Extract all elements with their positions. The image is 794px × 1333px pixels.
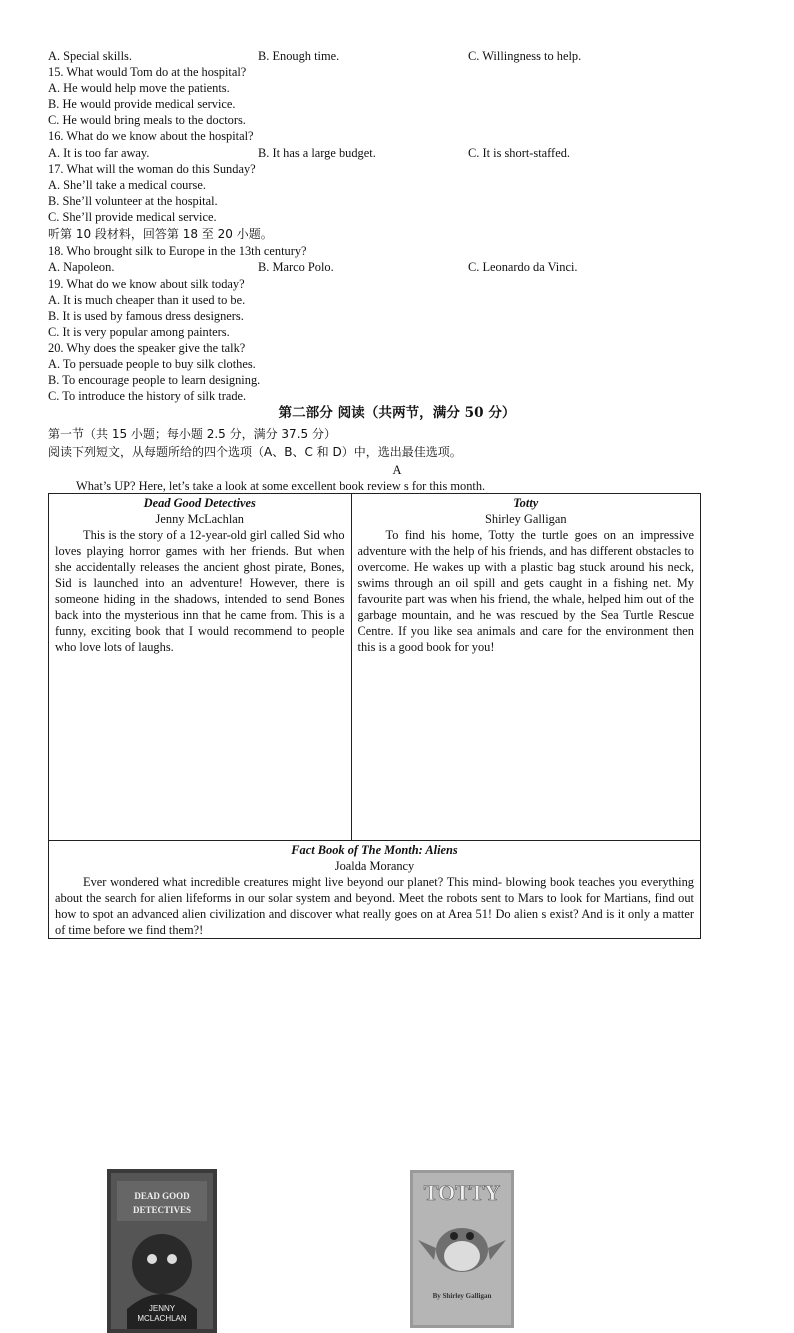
book1-author: Jenny McLachlan [155, 512, 244, 526]
book3-title: Fact Book of The Month: Aliens [291, 843, 458, 857]
q14-option-a: A. Special skills. [48, 49, 132, 63]
book3-author: Joalda Morancy [334, 859, 415, 873]
q15-stem: 15. What would Tom do at the hospital? [48, 65, 247, 79]
q19-stem: 19. What do we know about silk today? [48, 277, 245, 291]
review-cell-aliens [49, 841, 701, 939]
passage-intro: What’s UP? Here, let’s take a look at some excellent book review s for this month. [76, 479, 486, 493]
dead-good-detectives-cover-subtitle: DETECTIVES [132, 1204, 191, 1215]
q20-option-b: B. To encourage people to learn designing. [48, 373, 261, 387]
totty-cover-image [410, 1170, 514, 1328]
totty-cover-title: TOTTY [423, 1179, 500, 1205]
q16-stem: 16. What do we know about the hospital? [48, 129, 254, 143]
totty-cover-author-text: By Shirley Galligan [432, 1291, 491, 1300]
dead-good-detectives-cover-image [107, 1169, 217, 1333]
q14-option-c: C. Willingness to help. [468, 49, 582, 63]
q14-option-b: B. Enough time. [258, 49, 340, 63]
q18-stem: 18. Who brought silk to Europe in the 13th century? [48, 244, 307, 258]
q20-stem: 20. Why does the speaker give the talk? [48, 341, 246, 355]
book-reviews-table [48, 493, 701, 1323]
q18-option-a: A. Napoleon. [48, 260, 115, 274]
book2-review: To find his home, Totty the turtle goes on an impressive adventure with the help of his friends, and has different obstacles to overcome. He wakes up with a plastic bag stuck around his neck, swims through an oil spill and gets caught in a fishing net. My favourite part was when his friend, the whale, helped him out of the garbage mountain, and he was rescued by the Sea Turtle Rescue Centre. If you like sea animals and care for the environment then this is a good book for you! [357, 528, 694, 654]
listening-instruction: 听第 10 段材料，回答第 18 至 20 小题。 [48, 227, 273, 241]
dead-good-detectives-cover-author-first: JENNY [148, 1303, 175, 1313]
book1-review: This is the story of a 12-year-old girl called Sid who loves playing horror games with her friends. But when she accidentally releases the ancient ghost pirate, Bones, Sid is launched into an adventure! However, there is someone hiding in the shadows, intended to send Bones back into the mysterious inn that he came from. This is a funny, exciting book that I would recommend to people who love lots of laughs. [55, 528, 345, 654]
dead-good-detectives-cover-title: DEAD GOOD [133, 1190, 190, 1201]
part2-title: 第二部分 阅读（共两节，满分 50 分） [278, 405, 516, 421]
passage-letter: A [392, 463, 402, 477]
book2-author: Shirley Galligan [484, 512, 567, 526]
q20-option-a: A. To persuade people to buy silk clothes. [48, 357, 256, 371]
q16-option-a: A. It is too far away. [48, 146, 150, 160]
q15-option-b: B. He would provide medical service. [48, 97, 236, 111]
q15-option-a: A. He would help move the patients. [48, 81, 230, 95]
q19-option-c: C. It is very popular among painters. [48, 325, 230, 339]
dead-good-detectives-cover-author-last: MCLACHLAN [136, 1313, 187, 1323]
section1-heading: 第一节（共 15 小题；每小题 2.5 分，满分 37.5 分） [48, 427, 336, 441]
review-cell-dead-good-detectives [49, 494, 352, 1323]
q16-option-c: C. It is short-staffed. [468, 146, 570, 160]
q17-option-b: B. She’ll volunteer at the hospital. [48, 194, 218, 208]
reading-instruction: 阅读下列短文，从每题所给的四个选项（A、B、C 和 D）中，选出最佳选项。 [48, 445, 462, 459]
book1-title: Dead Good Detectives [143, 496, 256, 510]
q17-stem: 17. What will the woman do this Sunday? [48, 162, 256, 176]
q17-option-c: C. She’ll provide medical service. [48, 210, 217, 224]
book3-review: Ever wondered what incredible creatures might live beyond our planet? This mind- blowing book teaches you everything about the search for alien lifeforms in our solar system and beyond. Meet the robots sent to Mars to look for Martians, find out how to spot an advanced alien civilization and discover what really goes on at Area 51! Do alien s exist? And is it only a matter of time before we find them?! [55, 875, 694, 937]
q19-option-b: B. It is used by famous dress designers. [48, 309, 244, 323]
q18-option-b: B. Marco Polo. [258, 260, 334, 274]
q20-option-c: C. To introduce the history of silk trade. [48, 389, 247, 403]
q18-option-c: C. Leonardo da Vinci. [468, 260, 578, 274]
q15-option-c: C. He would bring meals to the doctors. [48, 113, 246, 127]
q16-option-b: B. It has a large budget. [258, 146, 376, 160]
book2-title: Totty [513, 496, 539, 510]
q19-option-a: A. It is much cheaper than it used to be. [48, 293, 246, 307]
q17-option-a: A. She’ll take a medical course. [48, 178, 206, 192]
